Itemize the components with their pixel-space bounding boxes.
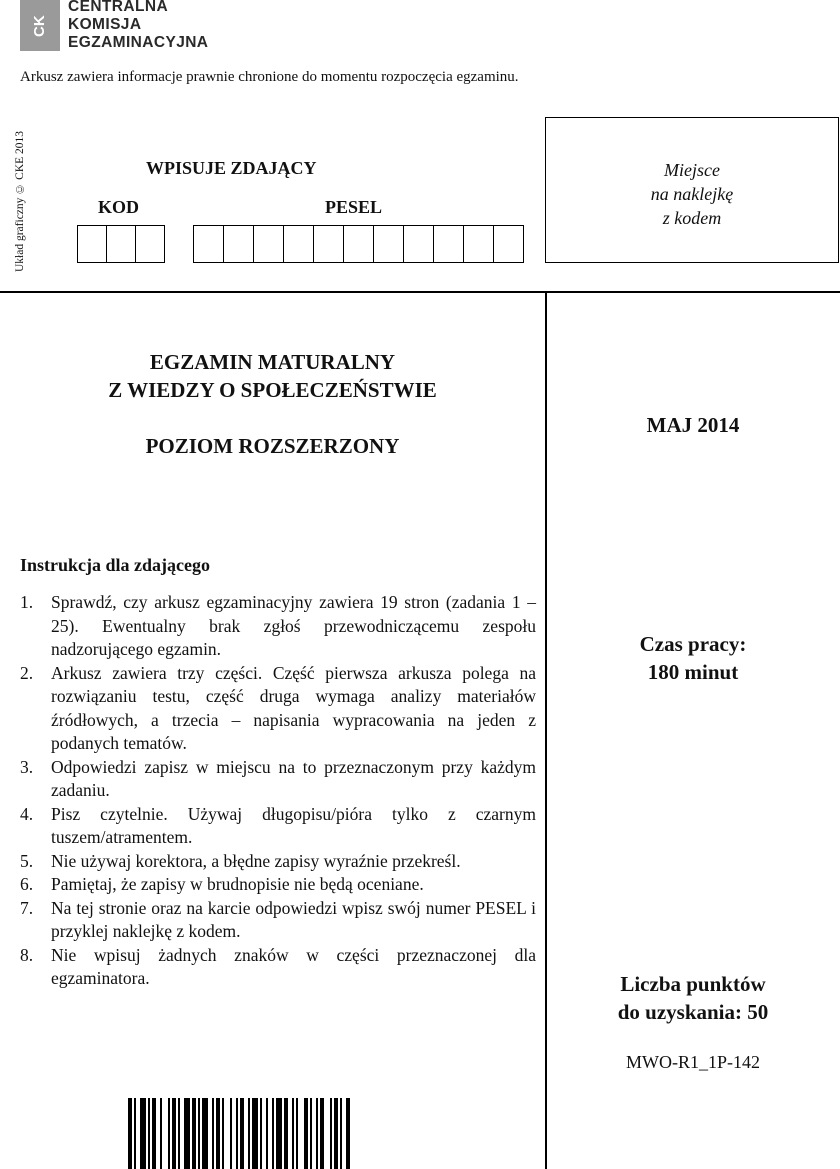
cke-logo-mark bbox=[20, 0, 60, 51]
instruction-item bbox=[20, 897, 536, 944]
barcode-bar bbox=[266, 1098, 268, 1169]
instructions-heading: Instrukcja dla zdającego bbox=[20, 555, 210, 575]
instruction-text: Nie używaj korektora, a błędne zapisy wyraźnie przekreśl. bbox=[51, 850, 461, 871]
barcode-bar bbox=[260, 1098, 262, 1169]
barcode-bar bbox=[284, 1098, 288, 1169]
barcode-bar bbox=[152, 1098, 156, 1169]
instruction-number: 8. bbox=[20, 944, 34, 965]
instruction-number: 6. bbox=[20, 874, 34, 894]
digit-box[interactable] bbox=[344, 225, 374, 263]
barcode-bar bbox=[178, 1098, 180, 1169]
logo-line-3: EGZAMINACYJNA bbox=[68, 34, 209, 51]
instruction-item bbox=[20, 662, 536, 756]
instruction-number: 5. bbox=[20, 850, 34, 871]
instruction-number: 4. bbox=[20, 803, 34, 824]
barcode-bar bbox=[252, 1098, 258, 1169]
exam-code: MWO-R1_1P-142 bbox=[626, 1052, 760, 1072]
digit-box[interactable] bbox=[314, 225, 344, 263]
barcode-bar bbox=[276, 1098, 282, 1169]
digit-box[interactable] bbox=[107, 225, 136, 263]
instruction-item bbox=[20, 591, 536, 662]
digit-box[interactable] bbox=[194, 225, 224, 263]
kod-input-boxes[interactable] bbox=[77, 225, 165, 263]
barcode-bar bbox=[192, 1098, 196, 1169]
instruction-text: Sprawdź, czy arkusz egzaminacyjny zawiera 19 stron (zadania 1 – 25). Ewentualny brak zgłoś przewodniczącemu zespołu nadzorującego egzamin. bbox=[51, 592, 536, 659]
barcode-bar bbox=[240, 1098, 244, 1169]
digit-box[interactable] bbox=[494, 225, 524, 263]
instruction-number: 1. bbox=[20, 592, 34, 612]
instruction-item bbox=[20, 850, 536, 874]
instruction-number: 3. bbox=[20, 756, 34, 777]
exam-title-line-2: Z WIEDZY O SPOŁECZEŃSTWIE bbox=[108, 378, 437, 402]
logo-line-2: KOMISJA bbox=[68, 16, 142, 33]
points-block bbox=[546, 970, 840, 1026]
logo-line-1: CENTRALNA bbox=[68, 0, 169, 15]
confidentiality-notice: Arkusz zawiera informacje prawnie chronione do momentu rozpoczęcia egzaminu. bbox=[20, 69, 519, 85]
cke-logo-text bbox=[68, 0, 208, 52]
instruction-text: Arkusz zawiera trzy części. Część pierwsza arkusza polega na rozwiązaniu testu, część druga wymaga analizy materiałów źródłowych, a trzecia – napisania wypracowania na jeden z podanych tematów. bbox=[51, 662, 536, 753]
barcode-bar bbox=[316, 1098, 318, 1169]
time-value: 180 minut bbox=[647, 660, 739, 684]
barcode-bar bbox=[222, 1098, 224, 1169]
barcode-bar bbox=[128, 1098, 132, 1169]
digit-box[interactable] bbox=[136, 225, 165, 263]
barcode-bar bbox=[236, 1098, 238, 1169]
instruction-number: 2. bbox=[20, 662, 34, 683]
instruction-item bbox=[20, 944, 536, 991]
barcode-bar bbox=[320, 1098, 324, 1169]
barcode-bar bbox=[230, 1098, 232, 1169]
candidate-heading: WPISUJE ZDAJĄCY bbox=[146, 158, 317, 178]
pesel-label: PESEL bbox=[325, 197, 383, 217]
barcode-bar bbox=[140, 1098, 146, 1169]
kod-label: KOD bbox=[98, 197, 140, 217]
digit-box[interactable] bbox=[224, 225, 254, 263]
cke-logo bbox=[20, 0, 240, 56]
instruction-text: Na tej stronie oraz na karcie odpowiedzi wpisz swój numer PESEL i przyklej naklejkę z kodem. bbox=[51, 897, 536, 941]
instructions-list bbox=[20, 591, 536, 991]
points-value: do uzyskania: 50 bbox=[617, 1000, 769, 1024]
exam-date: MAJ 2014 bbox=[646, 413, 740, 437]
barcode-bar bbox=[304, 1098, 308, 1169]
digit-box[interactable] bbox=[434, 225, 464, 263]
barcode-bar bbox=[272, 1098, 274, 1169]
time-block bbox=[546, 630, 840, 686]
sticker-line-2: na naklejkę bbox=[650, 184, 734, 204]
sticker-area bbox=[545, 117, 839, 263]
digit-box[interactable] bbox=[374, 225, 404, 263]
barcode-bar bbox=[248, 1098, 250, 1169]
sticker-line-1: Miejsce bbox=[664, 160, 720, 180]
instruction-text: Pisz czytelnie. Używaj długopisu/pióra tylko z czarnym tuszem/atramentem. bbox=[51, 803, 536, 847]
instruction-item bbox=[20, 756, 536, 803]
barcode-bar bbox=[346, 1098, 350, 1169]
horizontal-divider bbox=[0, 291, 840, 293]
barcode-bar bbox=[216, 1098, 220, 1169]
instruction-text: Nie wpisuj żadnych znaków w części przeznaczonej dla egzaminatora. bbox=[51, 944, 536, 988]
barcode-bar bbox=[212, 1098, 214, 1169]
sticker-line-3: z kodem bbox=[662, 208, 722, 228]
pesel-input-boxes[interactable] bbox=[193, 225, 524, 263]
barcode-bar bbox=[334, 1098, 338, 1169]
digit-box[interactable] bbox=[404, 225, 434, 263]
digit-box[interactable] bbox=[284, 225, 314, 263]
barcode-bar bbox=[292, 1098, 294, 1169]
digit-box[interactable] bbox=[464, 225, 494, 263]
barcode-bar bbox=[330, 1098, 332, 1169]
barcode-bar bbox=[134, 1098, 136, 1169]
instruction-item bbox=[20, 803, 536, 850]
barcode-bar bbox=[310, 1098, 312, 1169]
barcode-bar bbox=[198, 1098, 200, 1169]
exam-title-line-1: EGZAMIN MATURALNY bbox=[149, 350, 396, 374]
instruction-item bbox=[20, 873, 536, 897]
cke-logo-mark-text: CK bbox=[31, 15, 48, 37]
digit-box[interactable] bbox=[254, 225, 284, 263]
instruction-text: Odpowiedzi zapisz w miejscu na to przeznaczonym przy każdym zadaniu. bbox=[51, 756, 536, 800]
barcode-bar bbox=[296, 1098, 298, 1169]
barcode-bar bbox=[168, 1098, 170, 1169]
barcode-bar bbox=[160, 1098, 162, 1169]
barcode-bar bbox=[340, 1098, 342, 1169]
time-label: Czas pracy: bbox=[639, 632, 747, 656]
instruction-number: 7. bbox=[20, 897, 34, 918]
barcode-bar bbox=[148, 1098, 150, 1169]
barcode-bar bbox=[184, 1098, 190, 1169]
barcode-bar bbox=[172, 1098, 176, 1169]
points-label: Liczba punktów bbox=[620, 972, 766, 996]
layout-copyright-note: Układ graficzny © CKE 2013 bbox=[14, 130, 26, 272]
barcode bbox=[128, 1098, 425, 1169]
instruction-text: Pamiętaj, że zapisy w brudnopisie nie będą oceniane. bbox=[51, 874, 424, 894]
barcode-bar bbox=[202, 1098, 208, 1169]
digit-box[interactable] bbox=[78, 225, 107, 263]
exam-level: POZIOM ROZSZERZONY bbox=[145, 434, 400, 458]
